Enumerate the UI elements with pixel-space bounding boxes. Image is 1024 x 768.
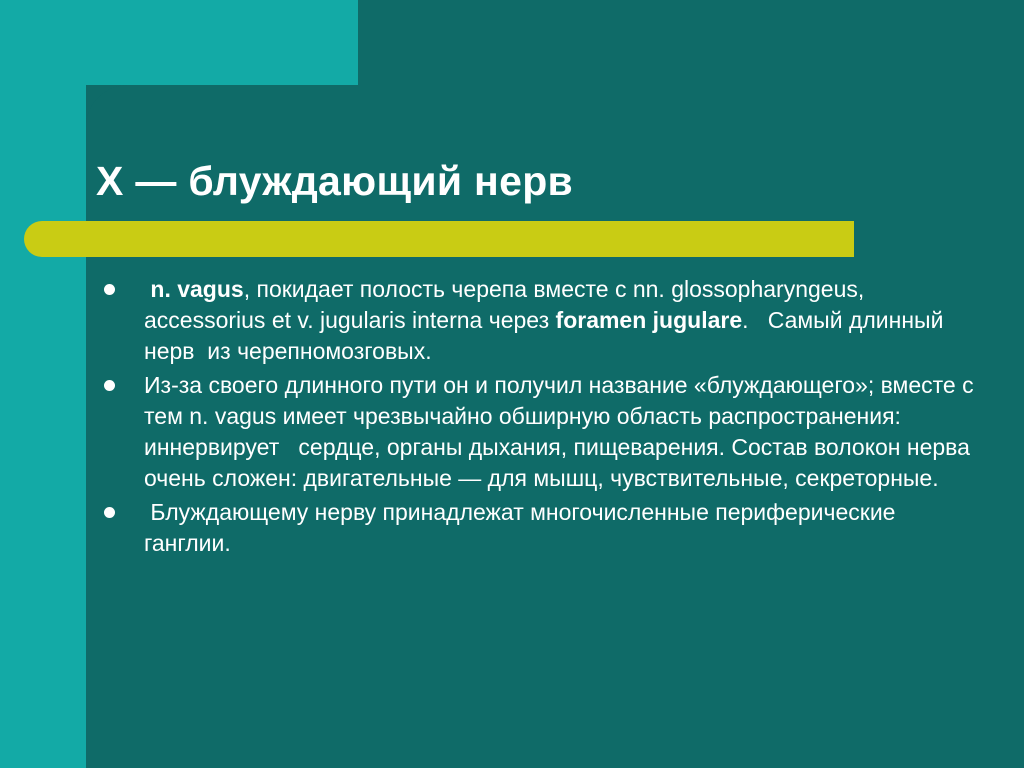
bullet-3-text: Блуждающему нерву принадлежат многочисленные периферические ганглии. [144,499,902,556]
bullet-1-text-part2: . Самый длинный нерв из черепномозговых. [144,307,950,364]
bullet-item-3 [100,497,980,559]
bullet-list [100,274,980,562]
bullet-1-term-vagus: n. vagus [150,276,244,302]
slide-title: X — блуждающий нерв [96,158,574,204]
bullet-dot-icon [104,380,115,391]
bullet-2-text: Из-за своего длинного пути он и получил название «блуждающего»; вместе с тем n. vagus имеет чрезвычайно обширную область распространения: иннервирует сердце, органы дыхания, пищеварения. Состав волокон нерва очень сложен: двигательные — для мышц, чувствительные, секреторные. [144,372,981,491]
bullet-dot-icon [104,284,115,295]
bullet-item-1 [100,274,980,367]
bullet-1-term-foramen: foramen jugulare [555,307,743,333]
decorative-left-strip [0,85,86,768]
bullet-dot-icon [104,507,115,518]
bullet-1-text-part1: , покидает полость черепа вместе с nn. glossopharyngeus, accessorius et v. jugularis interna через [144,276,871,333]
bullet-item-2 [100,370,980,494]
decorative-top-block [0,0,358,85]
title-underline-bar [24,221,854,257]
